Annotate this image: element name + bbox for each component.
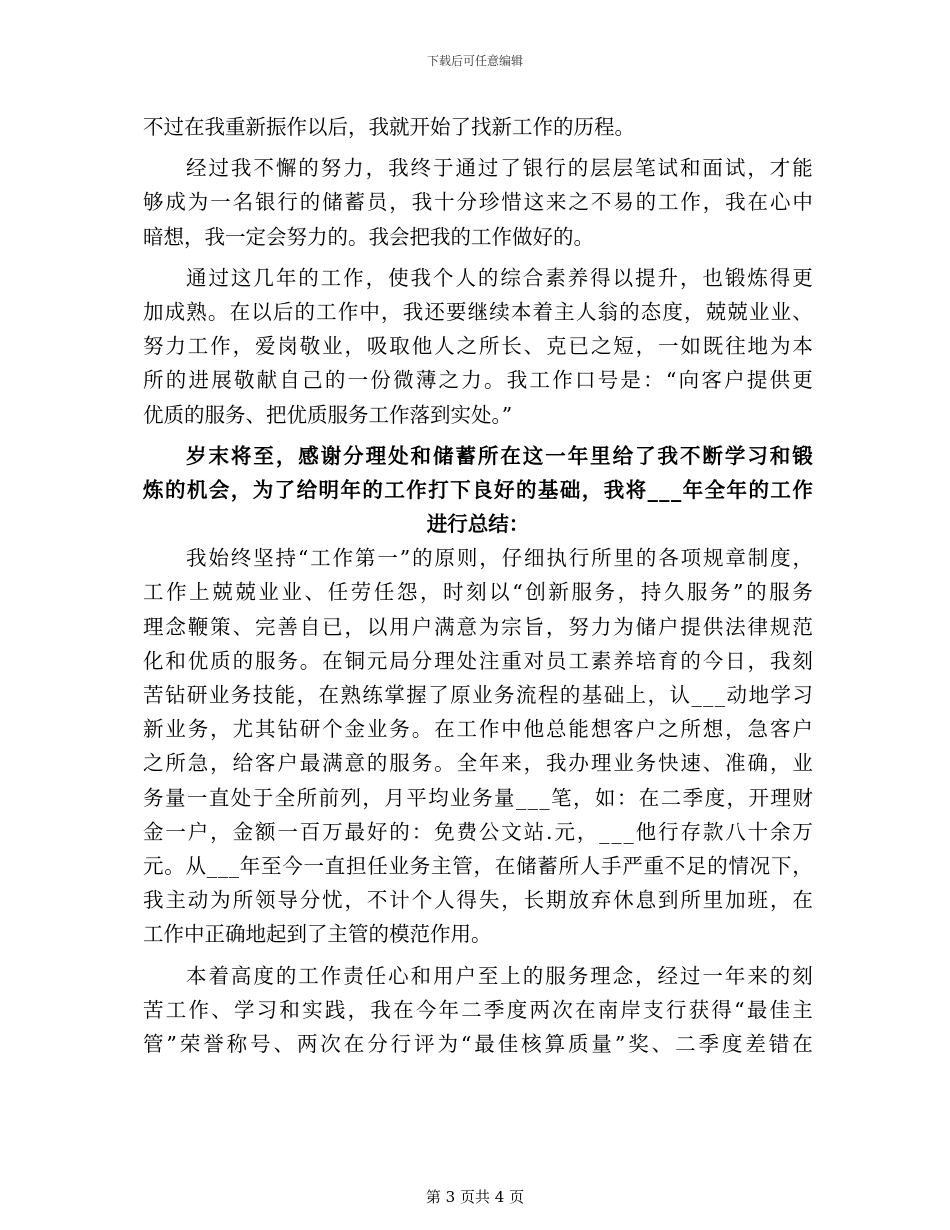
paragraph-line: 苦 工 作 、 学 习 和 实 践 ， 我 在 今 年 二 季 度 两 次 在 南 岸 支 行 获 得 “ 最 佳 主	[143, 997, 813, 1022]
page-footer: 第 3 页共 4 页	[425, 1188, 525, 1206]
paragraph-line: 务 量 一 直 处 于 全 所 前 列 ， 月 平 均 业 务 量 _ _ _ 笔 ， 如 ： 在 二 季 度 ， 开 理 财	[143, 785, 813, 810]
document-body	[143, 110, 813, 1061]
paragraph-line: 元 。 从 _ _ _ 年 至 今 一 直 担 任 业 务 主 管 ， 在 储 蓄 所 人 手 严 重 不 足 的 情 况 下 ，	[143, 853, 813, 878]
paragraph-line: 苦 钻 研 业 务 技 能 ， 在 熟 练 掌 握 了 原 业 务 流 程 的 基 础 上 ， 认 _ _ _ 动 地 学 习	[143, 683, 813, 707]
paragraph-line: 金 一 户 ， 金 额 一 百 万 最 好 的 ： 免 费 公 文 站 . 元 ， _ _ _ 他 行 存 款 八 十 余 万	[143, 819, 813, 844]
paragraph-line: 之 所 急 ， 给 客 户 最 满 意 的 服 务 。 全 年 来 ， 我 办 理 业 务 快 速 、 准 确 ， 业	[143, 751, 813, 776]
page-header: 下载后可任意编辑	[426, 54, 523, 68]
paragraph-line: 我 始 终 坚 持 “ 工 作 第 一 ” 的 原 则 ， 仔 细 执 行 所 里 的 各 项 规 章 制 度 ，	[186, 546, 813, 571]
paragraph-line: 我 主 动 为 所 领 导 分 忧 ， 不 计 个 人 得 失 ， 长 期 放 弃 休 息 到 所 里 加 班 ， 在	[143, 888, 813, 913]
paragraph-line: 暗想，我一定会努力的。我会把我的工作做好的。	[143, 224, 594, 249]
paragraph-line: 理 念 鞭 策 、 完 善 自 已 ， 以 用 户 满 意 为 宗 旨 ， 努 力 为 储 户 提 供 法 律 规 范	[143, 614, 813, 639]
paragraph-line: 通 过 这 几 年 的 工 作 ， 使 我 个 人 的 综 合 素 养 得 以 提 升 ， 也 锻 炼 得 更	[186, 265, 813, 290]
bold-heading-line: 进行总结：	[426, 512, 530, 537]
bold-heading-line: 炼 的 机 会 ， 为 了 给 明 年 的 工 作 打 下 良 好 的 基 础 ， 我 将 _ _ _ 年 全 年 的 工 作	[143, 477, 813, 502]
bold-heading-line: 岁 末 将 至 ， 感 谢 分 理 处 和 储 蓄 所 在 这 一 年 里 给 了 我 不 断 学 习 和 锻	[186, 443, 813, 468]
paragraph-line: 工作中正确地起到了主管的模范作用。	[143, 922, 492, 947]
paragraph-line: 本 着 高 度 的 工 作 责 任 心 和 用 户 至 上 的 服 务 理 念 ， 经 过 一 年 来 的 刻	[186, 963, 813, 988]
paragraph-line: 经 过 我 不 懈 的 努 力 ， 我 终 于 通 过 了 银 行 的 层 层 笔 试 和 面 试 ， 才 能	[186, 156, 813, 181]
paragraph-line: 工 作 上 兢 兢 业 业 、 任 劳 任 怨 ， 时 刻 以 “ 创 新 服 务 ， 持 久 服 务 ” 的 服 务	[143, 580, 813, 605]
paragraph-line: 不过在我重新振作以后，我就开始了找新工作的历程。	[143, 115, 635, 139]
paragraph-line: 化 和 优 质 的 服 务 。 在 铜 元 局 分 理 处 注 重 对 员 工 素 养 培 育 的 今 日 ， 我 刻	[143, 648, 813, 673]
paragraph-line: 努 力 工 作 ， 爱 岗 敬 业 ， 吸 取 他 人 之 所 长 、 克 已 之 短 ， 一 如 既 往 地 为 本	[143, 334, 813, 359]
paragraph-line: 所 的 进 展 敬 献 自 己 的 一 份 微 薄 之 力 。 我 工 作 口 号 是 ： “ 向 客 户 提 供 更	[143, 368, 813, 393]
paragraph-line: 管 ” 荣 誉 称 号 、 两 次 在 分 行 评 为 “ 最 佳 核 算 质 量 ” 奖 、 二 季 度 差 错 在	[143, 1031, 813, 1056]
paragraph-line: 够 成 为 一 名 银 行 的 储 蓄 员 ， 我 十 分 珍 惜 这 来 之 不 易 的 工 作 ， 我 在 心 中	[143, 190, 813, 215]
paragraph-line: 加 成 熟 。 在 以 后 的 工 作 中 ， 我 还 要 继 续 本 着 主 人 翁 的 态 度 ， 兢 兢 业 业 、	[143, 299, 813, 324]
paragraph-line: 优质的服务、把优质服务工作落到实处。”	[143, 402, 513, 427]
paragraph-line: 新 业 务 ， 尤 其 钻 研 个 金 业 务 。 在 工 作 中 他 总 能 想 客 户 之 所 想 ， 急 客 户	[143, 717, 813, 742]
